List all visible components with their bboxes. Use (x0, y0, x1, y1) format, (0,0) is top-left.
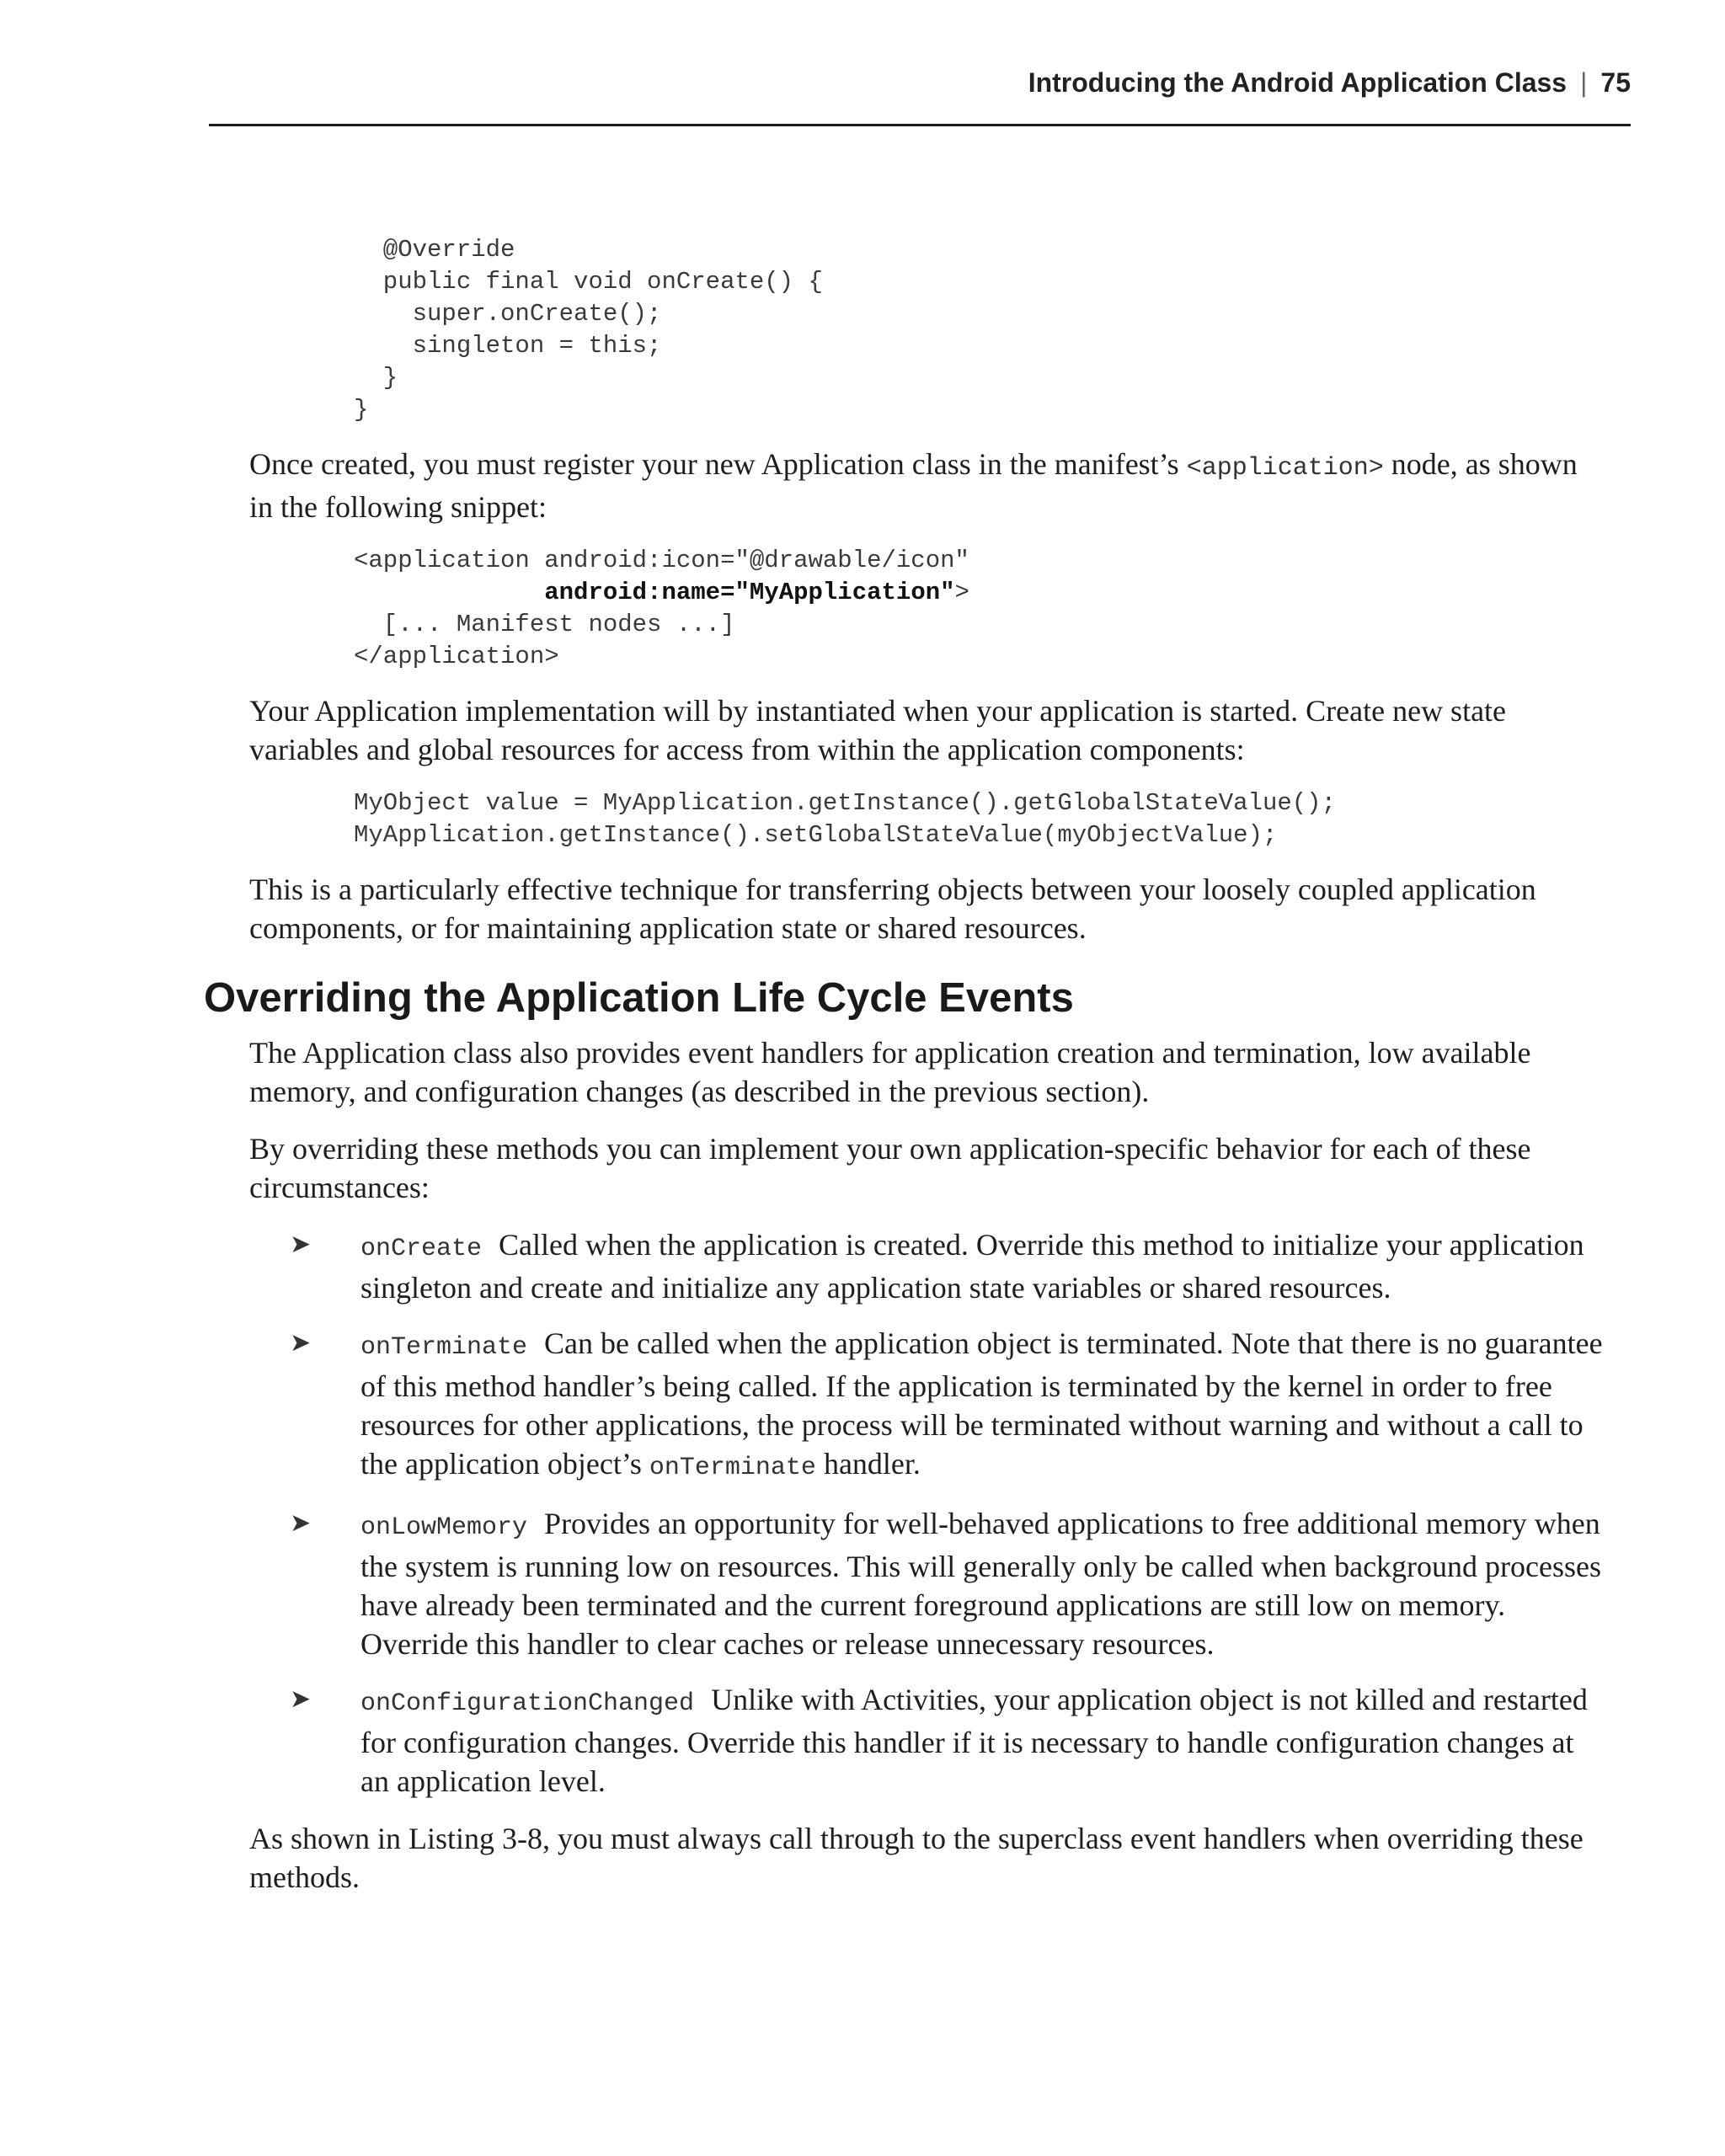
code-line: singleton = this; (354, 332, 662, 360)
header-text (1028, 67, 1631, 99)
paragraph-technique: This is a particularly effective technique for transferring objects between your loosely coupled application components, or for maintaining application state or shared resources. (249, 873, 1536, 945)
page-content (204, 234, 1604, 1897)
code-line: super.onCreate(); (354, 300, 662, 328)
section-heading: Overriding the Application Life Cycle Events (204, 975, 1074, 1021)
code-block-global-state (354, 787, 1604, 851)
code-block-manifest (354, 545, 1604, 673)
code-line: } (354, 364, 398, 392)
running-header (209, 61, 1631, 126)
list-item: ➤ onCreate Called when the application is created. Override this method to initialize your application singleton and create and initialize any application state variables or shared resources. (249, 1225, 1604, 1307)
method-term: onLowMemory (360, 1513, 528, 1542)
bold-code: android:name="MyApplication" (544, 579, 955, 606)
code-line: android:name="MyApplication"> (544, 579, 969, 606)
list-item: ➤ onTerminate Can be called when the application object is terminated. Note that there is no guarantee of this method handler’s being called. If the application is terminated by the kernel in order to free resources for other applications, the process will be terminated without warning and without a call to the application object’s onTerminate handler. (249, 1324, 1604, 1487)
code-line: <application android:icon="@drawable/icon" (354, 547, 969, 574)
arrow-bullet-icon: ➤ (290, 1230, 312, 1259)
paragraph-implementation: Your Application implementation will by instantiated when your application is started. Create new state variables and global resources for access from within the application components: (249, 694, 1507, 766)
code-block-oncreate (354, 234, 1604, 426)
page-number: 75 (1600, 67, 1631, 98)
paragraph-register-manifest: Once created, you must register your new Application class in the manifest’s <application> node, as shown in the following snippet: (249, 447, 1578, 524)
code-line: MyApplication.getInstance().setGlobalStateValue(myObjectValue); (354, 821, 1278, 849)
code-line: @Override (354, 236, 515, 264)
method-term: onConfigurationChanged (360, 1689, 695, 1718)
paragraph-listing-reference: As shown in Listing 3-8, you must always call through to the superclass event handlers when overriding these methods. (249, 1822, 1583, 1894)
code-line: [... Manifest nodes ...] (354, 611, 735, 638)
arrow-bullet-icon: ➤ (290, 1684, 312, 1714)
header-separator: | (1580, 67, 1588, 98)
chapter-title: Introducing the Android Application Class (1028, 67, 1567, 98)
inline-code: <application> (1186, 454, 1384, 483)
method-term: onTerminate (360, 1333, 528, 1362)
list-item: ➤ onConfigurationChanged Unlike with Activities, your application object is not killed and restarted for configuration changes. Override this handler if it is necessary to handle configuration changes at an application level. (249, 1680, 1604, 1801)
code-line: </application> (354, 643, 559, 670)
arrow-bullet-icon: ➤ (290, 1328, 312, 1358)
method-term: onCreate (360, 1235, 483, 1263)
lifecycle-events-list (249, 1225, 1604, 1801)
arrow-bullet-icon: ➤ (290, 1508, 312, 1538)
list-item: ➤ onLowMemory Provides an opportunity for well-behaved applications to free additional memory when the system is running low on resources. This will generally only be called when background processes have already been terminated and the current foreground applications are still low on memory. Override this handler to clear caches or release unnecessary resources. (249, 1504, 1604, 1663)
inline-code: onTerminate (649, 1454, 816, 1482)
code-line: } (354, 396, 369, 424)
code-line: public final void onCreate() { (354, 268, 823, 296)
paragraph-overriding: By overriding these methods you can implement your own application-specific behavior for each of these circumstances: (249, 1132, 1531, 1204)
paragraph-event-handlers: The Application class also provides event handlers for application creation and termination, low available memory, and configuration changes (as described in the previous section). (249, 1036, 1531, 1108)
code-line: MyObject value = MyApplication.getInstance().getGlobalStateValue(); (354, 789, 1336, 817)
